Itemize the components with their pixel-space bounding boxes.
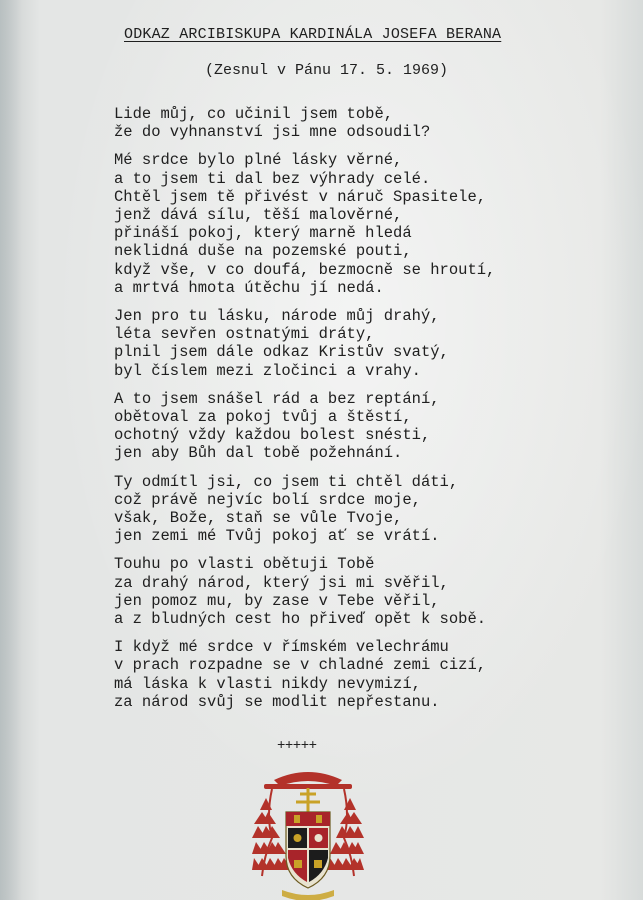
motto-ribbon [282, 890, 334, 900]
poem-stanza [114, 390, 624, 463]
poem-line: a to jsem ti dal bez výhrady celé. [114, 169, 431, 188]
double-cross [296, 788, 320, 814]
poem-stanza [114, 555, 624, 628]
poem-line: jen pomoz mu, by zase v Tebe věřil, [114, 591, 440, 610]
poem-stanza [114, 638, 624, 711]
poem-body [114, 105, 624, 721]
poem-line: když vše, v co doufá, bezmocně se hroutí, [114, 260, 496, 279]
poem-line: ochotný vždy každou bolest snésti, [114, 426, 431, 445]
poem-line: že do vyhnanství jsi mne odsoudil? [114, 123, 431, 142]
poem-line: plnil jsem dále odkaz Kristův svatý, [114, 343, 449, 362]
poem-line: Touhu po vlasti obětuji Tobě [114, 555, 375, 574]
poem-line: za národ svůj se modlit nepřestanu. [114, 692, 440, 711]
shield-chief [286, 812, 330, 826]
poem-line: Mé srdce bylo plné lásky věrné, [114, 151, 403, 170]
poem-line: Jen pro tu lásku, národe můj drahý, [114, 307, 440, 326]
poem-stanza [114, 105, 624, 141]
poem-line: Lide můj, co učinil jsem tobě, [114, 105, 394, 123]
poem-line: což právě nejvíc bolí srdce moje, [114, 490, 421, 509]
poem-line: přináší pokoj, který marně hledá [114, 224, 412, 243]
poem-line: byl číslem mezi zločinci a vrahy. [114, 361, 421, 380]
poem-stanza [114, 307, 624, 380]
poem-line: A to jsem snášel rád a bez reptání, [114, 389, 440, 408]
poem-stanza [114, 151, 624, 297]
poem-line: Ty odmítl jsi, co jsem ti chtěl dáti, [114, 472, 459, 491]
document-subtitle: (Zesnul v Pánu 17. 5. 1969) [205, 62, 449, 79]
poem-line: Chtěl jsem tě přivést v náruč Spasitele, [114, 187, 487, 206]
poem-line: jen zemi mé Tvůj pokoj ať se vrátí. [114, 527, 440, 546]
cross-ornament: +++++ [277, 738, 317, 754]
poem-line: jen aby Bůh dal tobě požehnání. [114, 444, 403, 463]
poem-line: jenž dává sílu, těší malověrné, [114, 206, 403, 225]
poem-line: a mrtvá hmota útěchu jí nedá. [114, 278, 384, 297]
poem-line: v prach rozpadne se v chladné zemi cizí, [114, 656, 487, 675]
poem-line: obětoval za pokoj tvůj a štěstí, [114, 408, 412, 427]
poem-stanza [114, 473, 624, 546]
poem-line: za drahý národ, který jsi mi svěřil, [114, 573, 449, 592]
poem-line: a z bludných cest ho přiveď opět k sobě. [114, 610, 487, 629]
document-title: ODKAZ ARCIBISKUPA KARDINÁLA JOSEFA BERANA [124, 26, 502, 43]
paper-shadow-edge [0, 0, 22, 900]
poem-line: však, Bože, staň se vůle Tvoje, [114, 509, 403, 528]
poem-line: má láska k vlasti nikdy nevymizí, [114, 674, 421, 693]
galero-hat [274, 772, 342, 786]
cardinal-coat-of-arms-icon [252, 766, 364, 900]
poem-line: neklidná duše na pozemské pouti, [114, 242, 412, 261]
poem-line: I když mé srdce v římském velechrámu [114, 638, 449, 657]
poem-line: léta sevřen ostnatými dráty, [114, 325, 375, 344]
